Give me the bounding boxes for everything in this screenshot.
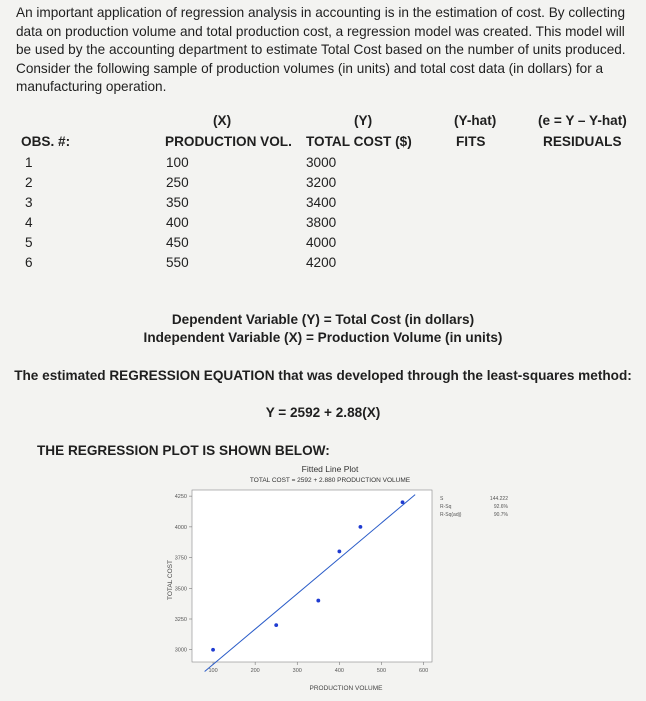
x-tick-label: 200 <box>250 668 260 674</box>
data-point <box>337 550 341 554</box>
y-cell: 3200 <box>306 175 337 190</box>
x-cell: 350 <box>166 195 189 210</box>
y-tick-label: 4250 <box>174 494 187 501</box>
data-point <box>274 623 278 627</box>
fits-header: FITS <box>456 134 486 149</box>
data-point <box>211 648 215 652</box>
y-cell: 3000 <box>306 155 337 170</box>
stat-label: R-Sq <box>440 504 452 510</box>
x-axis-label: PRODUCTION VOLUME <box>309 685 383 692</box>
y-cell: 4200 <box>306 255 337 270</box>
y-cell: 4000 <box>306 235 337 250</box>
plot-heading: THE REGRESSION PLOT IS SHOWN BELOW: <box>37 443 330 458</box>
production-vol-header: PRODUCTION VOL. <box>165 134 292 149</box>
obs-cell: 2 <box>25 175 33 190</box>
y-tag: (Y) <box>354 113 373 128</box>
y-tick-label: 3250 <box>174 617 187 623</box>
x-cell: 100 <box>166 155 189 170</box>
x-tick-label: 400 <box>334 668 344 674</box>
x-cell: 550 <box>166 255 189 270</box>
fitted-line-plot <box>150 460 522 696</box>
fitted-line-plot-svg <box>150 460 522 696</box>
obs-cell: 5 <box>25 235 33 250</box>
data-point <box>359 525 363 529</box>
stat-label: R-Sq(adj) <box>440 512 462 518</box>
residuals-header: RESIDUALS <box>543 134 622 149</box>
stat-value: 144.222 <box>489 496 508 502</box>
x-tick-label: 300 <box>292 668 302 674</box>
x-cell: 250 <box>166 175 189 190</box>
obs-header: OBS. #: <box>21 134 71 149</box>
plot-area <box>192 490 432 662</box>
y-tick-label: 3750 <box>174 555 187 562</box>
x-tick-label: 500 <box>376 668 387 674</box>
x-cell: 400 <box>166 215 189 230</box>
dependent-variable: Dependent Variable (Y) = Total Cost (in dollars) <box>171 312 475 327</box>
stat-value: 90.7% <box>493 512 508 518</box>
y-cell: 3400 <box>306 195 337 210</box>
stat-label: S <box>440 496 444 502</box>
y-tick-label: 3500 <box>174 586 187 593</box>
chart-title: Fitted Line Plot <box>301 464 359 474</box>
stat-value: 92.6% <box>493 504 508 510</box>
obs-cell: 4 <box>25 215 33 230</box>
residual-tag: (e = Y – Y-hat) <box>538 113 627 128</box>
total-cost-header: TOTAL COST ($) <box>306 134 412 149</box>
obs-cell: 3 <box>25 195 33 210</box>
obs-cell: 1 <box>25 155 33 170</box>
x-tick-label: 600 <box>418 668 429 674</box>
yhat-tag: (Y-hat) <box>454 113 497 128</box>
intro-paragraph: An important application of regression analysis in accounting is in the estimation of cost. By collecting data on production volume and total production cost, a regression model was created. This model will be used by the accounting department to estimate Total Cost based on the number of units produced. Consider the following sample of production volumes (in units) and total cost data (in dollars) for a manufacturing operation. <box>16 5 626 95</box>
x-tick-label: 100 <box>208 668 218 674</box>
equation-intro: The estimated REGRESSION EQUATION that was developed through the least-squares method: <box>14 368 632 383</box>
regression-equation: Y = 2592 + 2.88(X) <box>265 405 381 420</box>
obs-cell: 6 <box>25 255 33 270</box>
x-tag: (X) <box>213 113 232 128</box>
y-tick-label: 3000 <box>174 647 187 654</box>
data-point <box>401 500 405 504</box>
x-cell: 450 <box>166 235 189 250</box>
y-tick-label: 4000 <box>174 524 187 531</box>
independent-variable: Independent Variable (X) = Production Volume (in units) <box>143 330 503 345</box>
chart-subtitle: TOTAL COST = 2592 + 2.880 PRODUCTION VOLUME <box>249 477 411 484</box>
y-axis-label: TOTAL COST <box>167 560 174 600</box>
y-cell: 3800 <box>306 215 337 230</box>
data-point <box>316 599 320 603</box>
